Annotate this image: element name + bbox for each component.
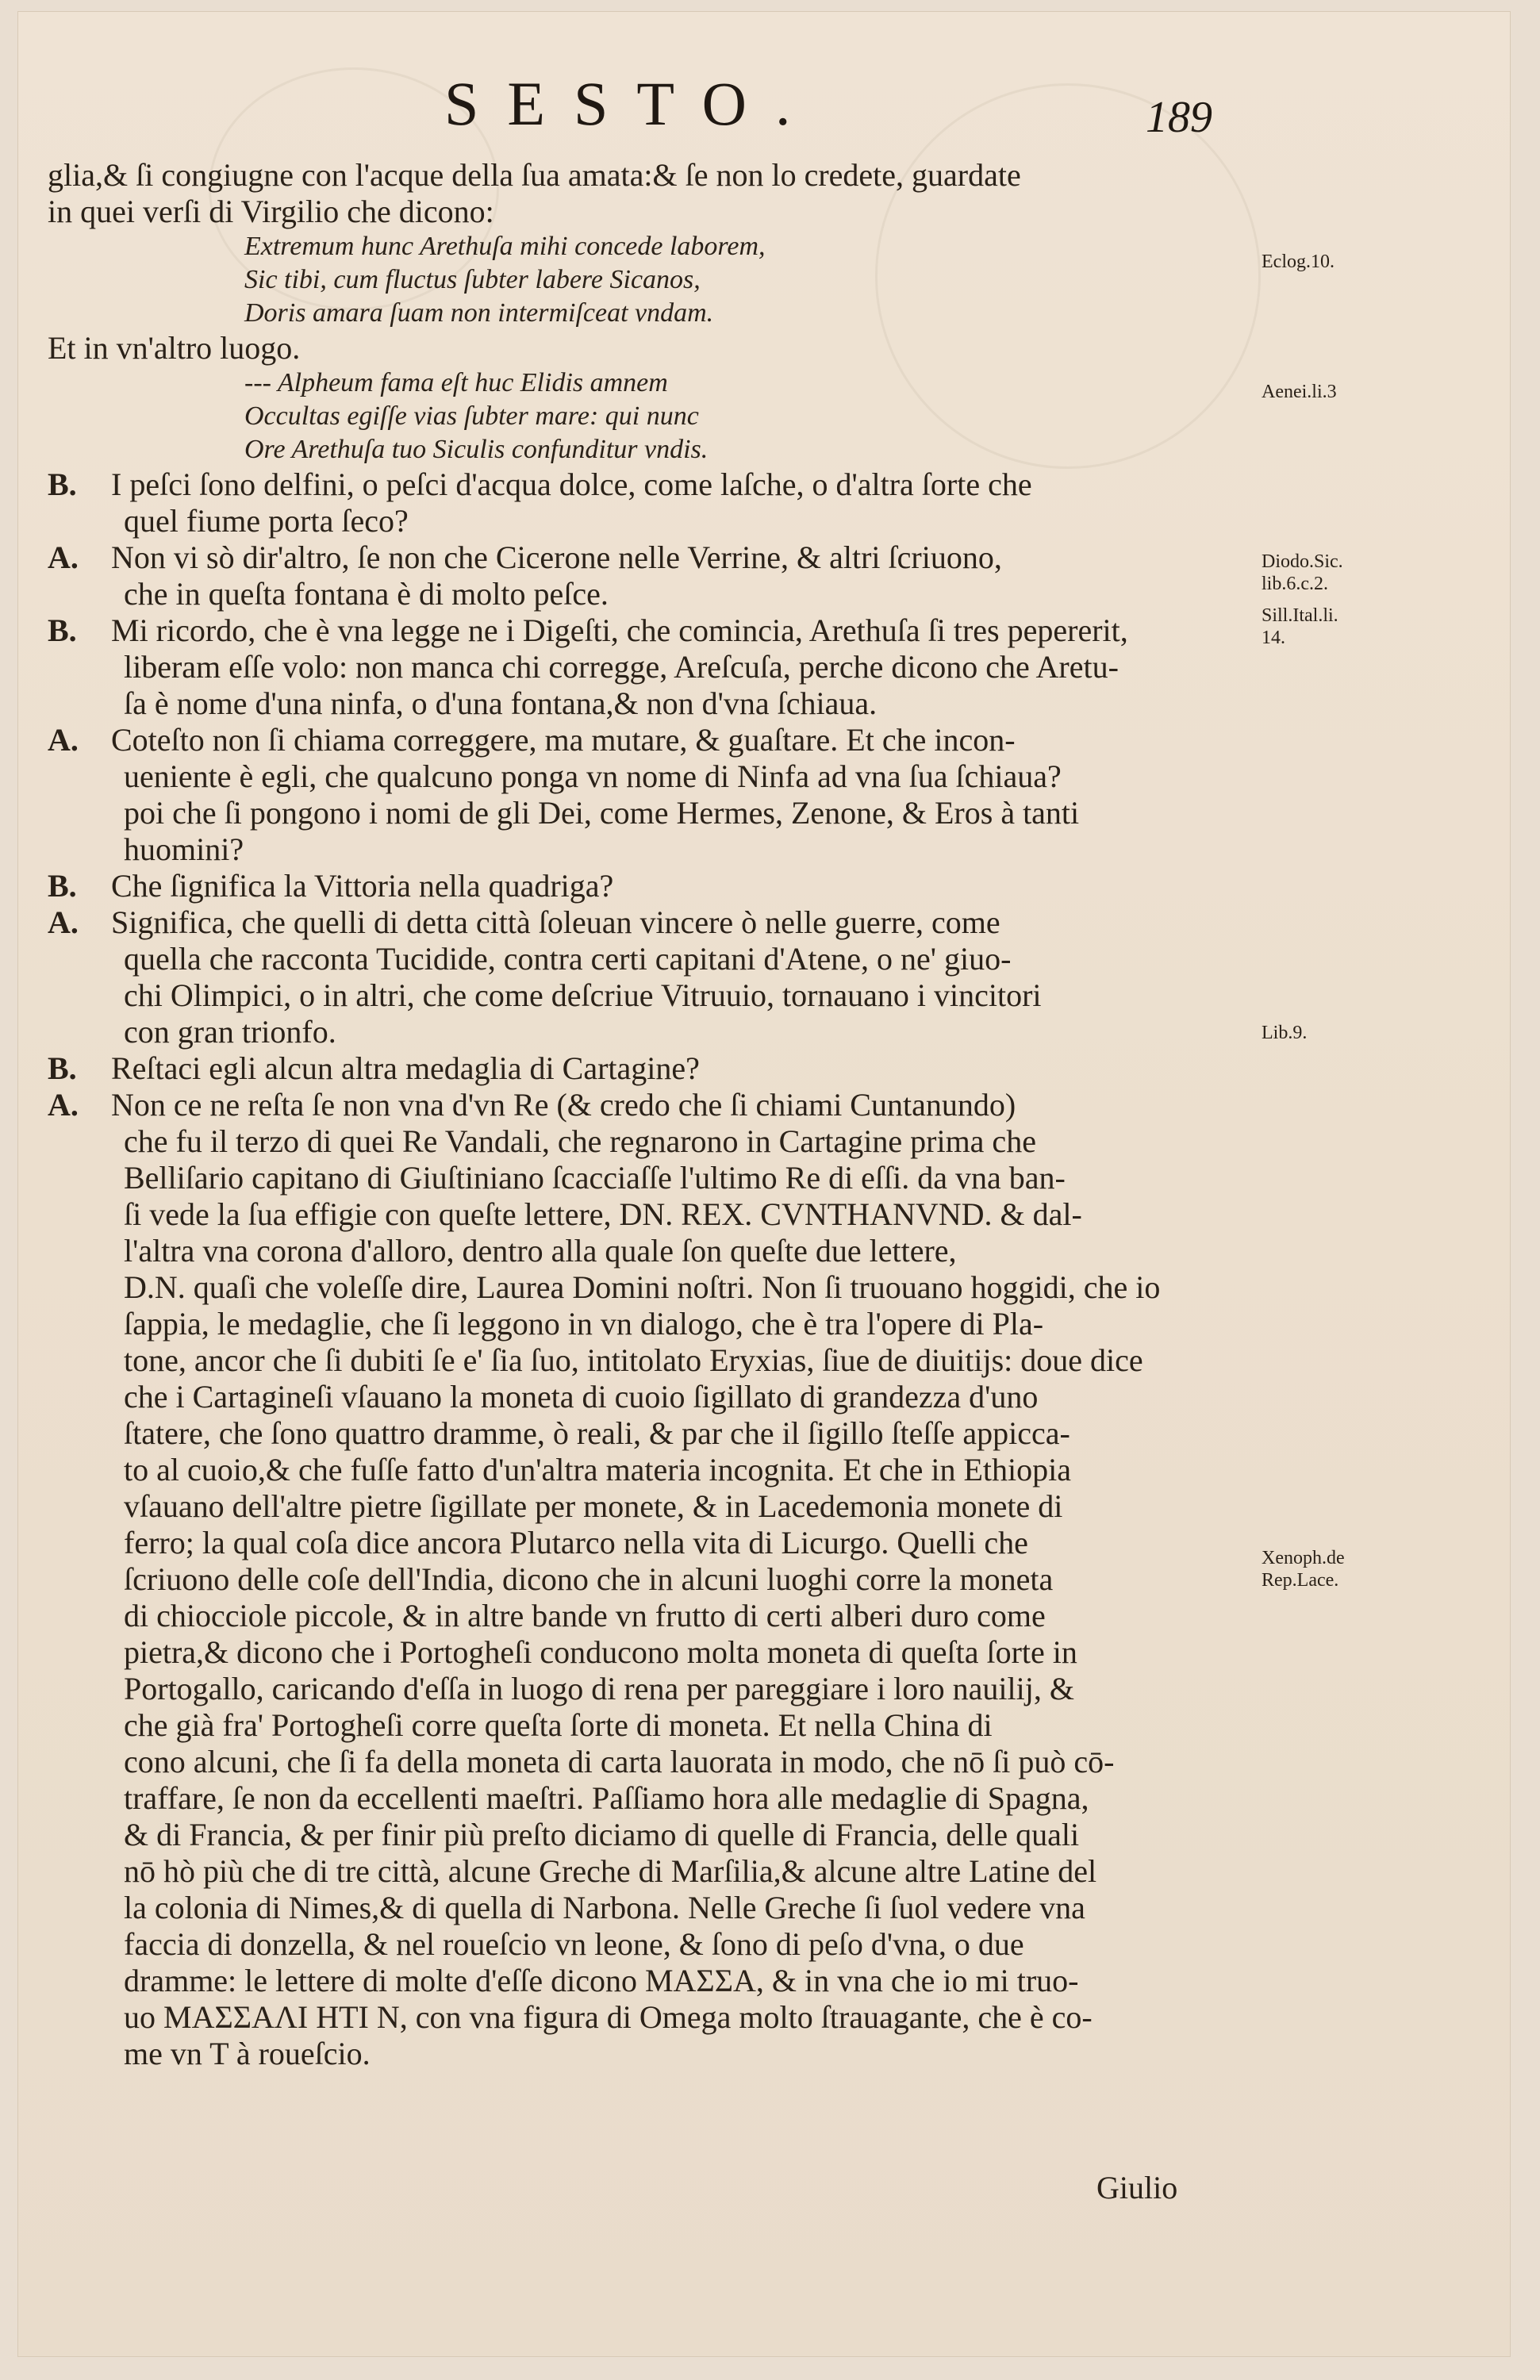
dialogue-line: Portogallo, caricando d'eſſa in luogo di rena per pareggiare i loro nauilij, & bbox=[124, 1671, 1074, 1706]
dialogue-line: che già fra' Portogheſi corre queſta ſorte di moneta. Et nella China di bbox=[124, 1707, 993, 1743]
dialogue-line: ſtatere, che ſono quattro dramme, ò reali, & par che il ſigillo ſteſſe appicca- bbox=[124, 1415, 1070, 1451]
page-header-title: SESTO. bbox=[444, 69, 820, 138]
dialogue-line: pietra,& dicono che i Portogheſi conducono molta moneta di queſta ſorte in bbox=[124, 1634, 1077, 1670]
dialogue-line: Non vi sò dir'altro, ſe non che Cicerone nelle Verrine, & altri ſcriuono, bbox=[111, 539, 1002, 575]
dialogue-line: Mi ricordo, che è vna legge ne i Digeſti, che comincia, Arethuſa ſi tres pepererit, bbox=[111, 612, 1128, 648]
dialogue-line: traffare, ſe non da eccellenti maeſtri. Paſſiamo hora alle medaglie di Spagna, bbox=[124, 1780, 1089, 1816]
text-line: in quei verſi di Virgilio che dicono: bbox=[48, 194, 494, 229]
verse-line: Ore Arethuſa tuo Siculis confunditur vndis. bbox=[244, 435, 709, 464]
text-line: glia,& ſi congiugne con l'acque della ſua amata:& ſe non lo credete, guardate bbox=[48, 157, 1021, 193]
dialogue-line: che fu il terzo di quei Re Vandali, che regnarono in Cartagine prima che bbox=[124, 1123, 1036, 1159]
dialogue-line: Belliſario capitano di Giuſtiniano ſcacciaſſe l'ultimo Re di eſſi. da vna ban- bbox=[124, 1160, 1066, 1196]
speaker-label: A. bbox=[48, 539, 79, 575]
dialogue-line: huomini? bbox=[124, 831, 244, 867]
dialogue-line: dramme: le lettere di molte d'eſſe dicono ΜΑΣΣΑ, & in vna che io mi truo- bbox=[124, 1963, 1079, 1998]
margin-note: Lib.9. bbox=[1262, 1023, 1308, 1043]
verse-line: Occultas egiſſe vias ſubter mare: qui nunc bbox=[244, 401, 699, 431]
speaker-label: B. bbox=[48, 612, 77, 648]
dialogue-line: tone, ancor che ſi dubiti ſe e' ſia ſuo, intitolato Eryxias, ſiue de diuitijs: doue dice bbox=[124, 1342, 1143, 1378]
speaker-label: B. bbox=[48, 466, 77, 502]
dialogue-line: & di Francia, & per finir più preſto diciamo di quelle di Francia, delle quali bbox=[124, 1817, 1080, 1852]
margin-note: Xenoph.de Rep.Lace. bbox=[1262, 1548, 1345, 1591]
dialogue-line: ſcriuono delle coſe dell'India, dicono che in alcuni luoghi corre la moneta bbox=[124, 1561, 1054, 1597]
speaker-label: A. bbox=[48, 722, 79, 758]
dialogue-line: nō hò più che di tre città, alcune Greche di Marſilia,& alcune altre Latine del bbox=[124, 1853, 1097, 1889]
dialogue-line: Che ſignifica la Vittoria nella quadriga? bbox=[111, 868, 614, 904]
speaker-label: B. bbox=[48, 1050, 77, 1086]
dialogue-line: Non ce ne reſta ſe non vna d'vn Re (& credo che ſi chiami Cuntanundo) bbox=[111, 1087, 1016, 1123]
speaker-label: A. bbox=[48, 1087, 79, 1123]
verse-line: --- Alpheum fama eſt huc Elidis amnem bbox=[244, 368, 668, 397]
dialogue-line: la colonia di Nimes,& di quella di Narbona. Nelle Greche ſi ſuol vedere vna bbox=[124, 1890, 1085, 1925]
dialogue-line: che in queſta fontana è di molto peſce. bbox=[124, 576, 609, 612]
dialogue-line: ſi vede la ſua effigie con queſte lettere, DN. REX. CVNTHANVND. & dal- bbox=[124, 1196, 1082, 1232]
dialogue-line: uo ΜΑΣΣΑΛΙ ΗΤΙ Ν, con vna figura di Omega molto ſtrauagante, che è co- bbox=[124, 1999, 1093, 2035]
dialogue-line: vſauano dell'altre pietre ſigillate per monete, & in Lacedemonia monete di bbox=[124, 1488, 1063, 1524]
dialogue-line: ferro; la qual coſa dice ancora Plutarco nella vita di Licurgo. Quelli che bbox=[124, 1525, 1028, 1560]
margin-note: Sill.Ital.li. 14. bbox=[1262, 605, 1338, 648]
dialogue-line: I peſci ſono delfini, o peſci d'acqua dolce, come laſche, o d'altra ſorte che bbox=[111, 466, 1032, 502]
verse-line: Extremum hunc Arethuſa mihi concede laborem, bbox=[244, 232, 766, 261]
dialogue-line: me vn T à roueſcio. bbox=[124, 2036, 371, 2071]
dialogue-line: Reſtaci egli alcun altra medaglia di Cartagine? bbox=[111, 1050, 700, 1086]
dialogue-line: quel fiume porta ſeco? bbox=[124, 503, 409, 539]
page-number: 189 bbox=[1146, 93, 1212, 142]
dialogue-line: faccia di donzella, & nel roueſcio vn leone, & ſono di peſo d'vna, o due bbox=[124, 1926, 1024, 1962]
dialogue-line: D.N. quaſi che voleſſe dire, Laurea Domini noſtri. Non ſi truouano hoggidi, che io bbox=[124, 1269, 1161, 1305]
speaker-label: B. bbox=[48, 868, 77, 904]
dialogue-line: chi Olimpici, o in altri, che come deſcriue Vitruuio, tornauano i vincitori bbox=[124, 977, 1042, 1013]
main-text bbox=[48, 157, 1254, 2072]
dialogue-line: ueniente è egli, che qualcuno ponga vn nome di Ninfa ad vna ſua ſchiaua? bbox=[124, 758, 1062, 794]
dialogue-line: con gran trionfo. bbox=[124, 1014, 336, 1050]
speaker-label: A. bbox=[48, 904, 79, 940]
margin-note: Diodo.Sic. lib.6.c.2. bbox=[1262, 551, 1343, 594]
dialogue-line: quella che racconta Tucidide, contra certi capitani d'Atene, o ne' giuo- bbox=[124, 941, 1012, 977]
margin-note: Eclog.10. bbox=[1262, 251, 1335, 272]
verse-line: Sic tibi, cum fluctus ſubter labere Sicanos, bbox=[244, 265, 701, 294]
dialogue-line: che i Cartagineſi vſauano la moneta di cuoio ſigillato di grandezza d'uno bbox=[124, 1379, 1039, 1415]
dialogue-line: liberam eſſe volo: non manca chi corregge, Areſcuſa, perche dicono che Aretu- bbox=[124, 649, 1119, 685]
dialogue-line: l'altra vna corona d'alloro, dentro alla quale ſon queſte due lettere, bbox=[124, 1233, 957, 1269]
margin-note: Aenei.li.3 bbox=[1262, 382, 1337, 402]
dialogue-line: cono alcuni, che ſi fa della moneta di carta lauorata in modo, che nō ſi può cō- bbox=[124, 1744, 1115, 1779]
text-line: Et in vn'altro luogo. bbox=[48, 330, 301, 366]
dialogue-line: di chiocciole piccole, & in altre bande vn frutto di certi alberi duro come bbox=[124, 1598, 1046, 1633]
catchword: Giulio bbox=[1096, 2170, 1178, 2205]
dialogue-line: Coteſto non ſi chiama correggere, ma mutare, & guaſtare. Et che incon- bbox=[111, 722, 1016, 758]
verse-line: Doris amara ſuam non intermiſceat vndam. bbox=[244, 298, 714, 328]
dialogue-line: ſa è nome d'una ninfa, o d'una fontana,& non d'vna ſchiaua. bbox=[124, 685, 878, 721]
dialogue-line: Significa, che quelli di detta città ſoleuan vincere ò nelle guerre, come bbox=[111, 904, 1000, 940]
dialogue-line: to al cuoio,& che fuſſe fatto d'un'altra materia incognita. Et che in Ethiopia bbox=[124, 1452, 1072, 1488]
dialogue-line: poi che ſi pongono i nomi de gli Dei, come Hermes, Zenone, & Eros à tanti bbox=[124, 795, 1080, 831]
dialogue-line: ſappia, le medaglie, che ſi leggono in vn dialogo, che è tra l'opere di Pla- bbox=[124, 1306, 1044, 1342]
